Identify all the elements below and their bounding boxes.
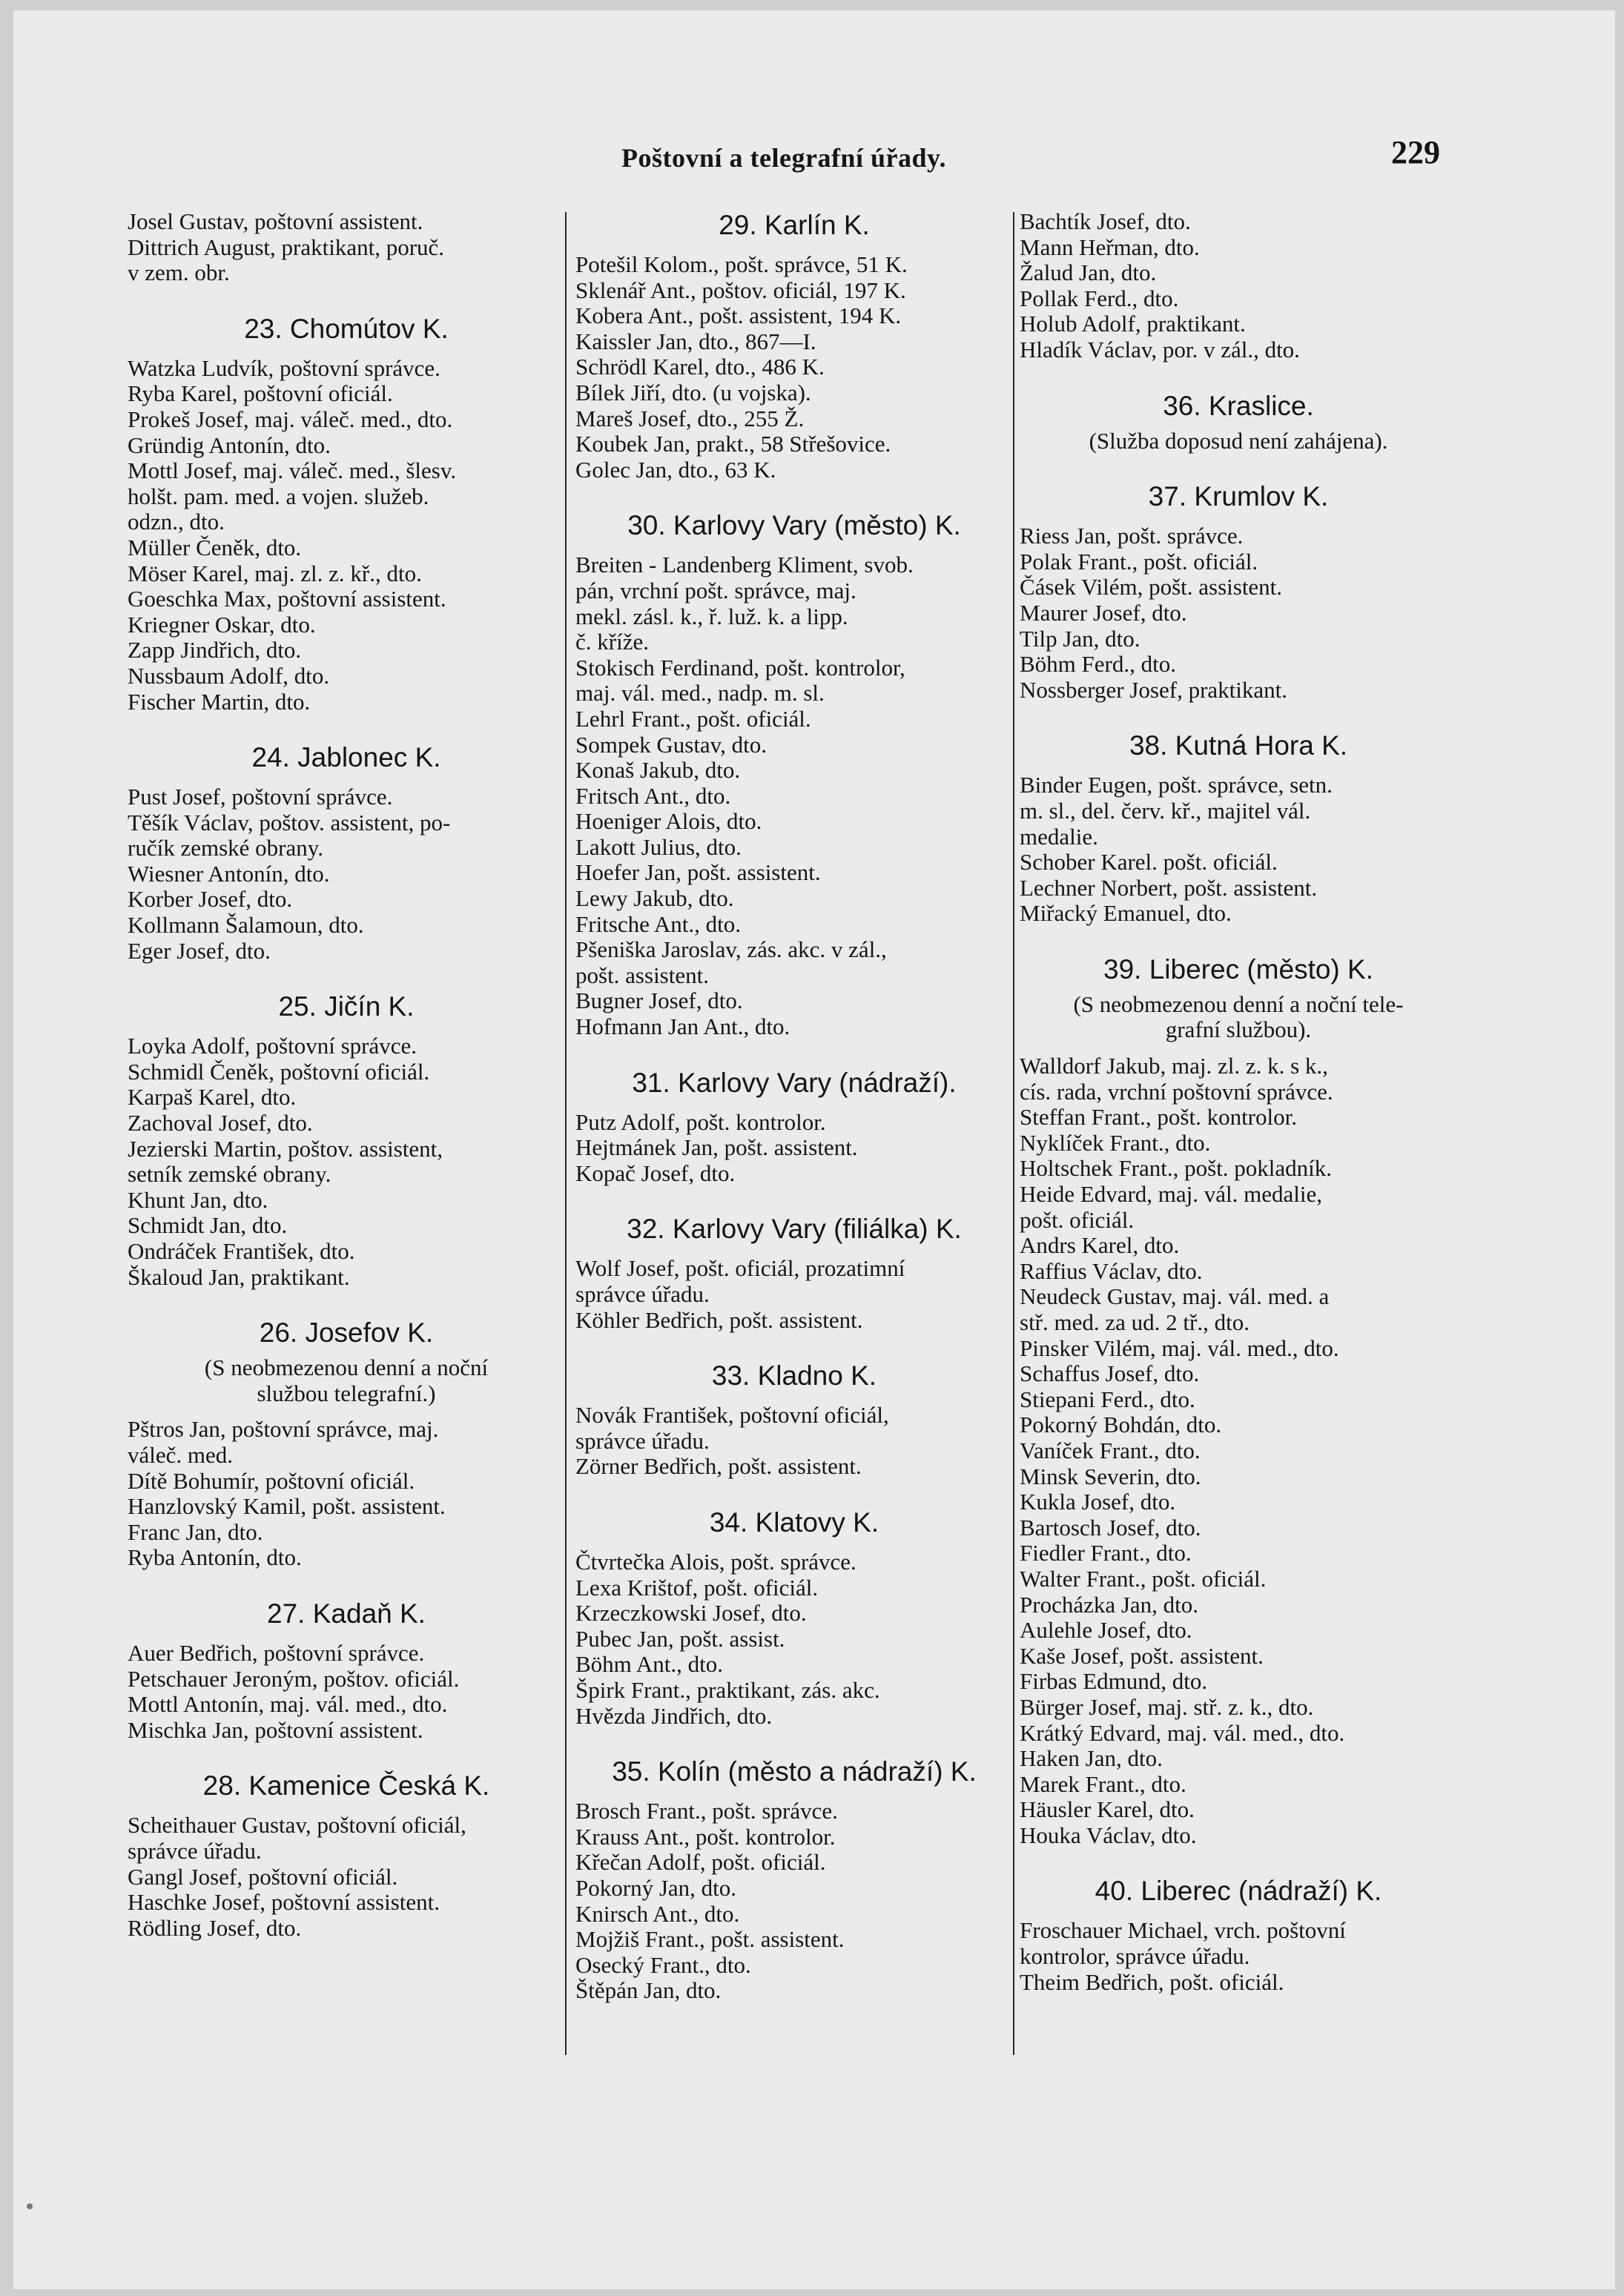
staff-entry: Hanzlovský Kamil, pošt. assistent. xyxy=(128,1493,446,1520)
staff-entry: Walter Frant., pošt. oficiál. xyxy=(1020,1565,1267,1592)
staff-entry: Křečan Adolf, pošt. oficiál. xyxy=(575,1849,826,1876)
office-heading: 25. Jičín K. xyxy=(278,991,415,1022)
staff-entry: Pšeniška Jaroslav, zás. akc. v zál., xyxy=(575,936,887,963)
staff-entry: Hofmann Jan Ant., dto. xyxy=(575,1013,790,1040)
staff-entry: Raffius Václav, dto. xyxy=(1020,1257,1203,1284)
staff-entry: Těšík Václav, poštov. assistent, po- xyxy=(128,809,451,836)
staff-entry: Hoefer Jan, pošt. assistent. xyxy=(575,859,821,886)
office-heading: 26. Josefov K. xyxy=(259,1317,434,1349)
staff-entry: Petschauer Jeroným, poštov. oficiál. xyxy=(128,1665,460,1692)
office-section xyxy=(575,1213,1013,1333)
staff-entry: Hvězda Jindřich, dto. xyxy=(575,1702,773,1729)
office-section xyxy=(1020,209,1457,363)
staff-entry: Kollmann Šalamoun, dto. xyxy=(128,912,364,939)
staff-entry: Bartosch Josef, dto. xyxy=(1020,1514,1201,1541)
office-heading: 32. Karlovy Vary (filiálka) K. xyxy=(627,1214,962,1245)
staff-entry: Bílek Jiří, dto. (u vojska). xyxy=(575,379,811,406)
staff-entry: Gründig Antonín, dto. xyxy=(128,431,331,458)
office-heading: 37. Krumlov K. xyxy=(1148,481,1329,512)
office-section xyxy=(575,1360,1013,1480)
staff-entry: Mareš Josef, dto., 255 Ž. xyxy=(575,405,805,431)
staff-entry: cís. rada, vrchní poštovní správce. xyxy=(1020,1078,1333,1105)
staff-entry: medalie. xyxy=(1020,823,1098,850)
office-section xyxy=(128,209,565,286)
staff-entry: Zörner Bedřich, pošt. assistent. xyxy=(575,1453,862,1480)
staff-entry: mekl. zásl. k., ř. luž. k. a lipp. xyxy=(575,603,848,629)
staff-entry: Kukla Josef, dto. xyxy=(1020,1489,1176,1515)
staff-entry: Hejtmánek Jan, pošt. assistent. xyxy=(575,1134,858,1161)
staff-entry: Kopač Josef, dto. xyxy=(575,1159,736,1186)
staff-entry: Zapp Jindřich, dto. xyxy=(128,637,302,664)
office-heading: 34. Klatovy K. xyxy=(709,1506,879,1538)
office-section xyxy=(128,741,565,964)
staff-entry: Konaš Jakub, dto. xyxy=(575,757,741,784)
staff-entry: Holub Adolf, praktikant. xyxy=(1020,311,1246,337)
staff-entry: kontrolor, správce úřadu. xyxy=(1020,1943,1250,1970)
office-heading: 39. Liberec (město) K. xyxy=(1103,953,1373,985)
staff-entry: Haken Jan, dto. xyxy=(1020,1745,1163,1772)
staff-entry: Štěpán Jan, dto. xyxy=(575,1977,722,2004)
staff-entry: Watzka Ludvík, poštovní správce. xyxy=(128,354,440,381)
staff-entry: Ryba Karel, poštovní oficiál. xyxy=(128,380,393,407)
staff-entry: Karpaš Karel, dto. xyxy=(128,1084,297,1111)
staff-entry: Schrödl Karel, dto., 486 K. xyxy=(575,354,825,380)
staff-entry: Brosch Frant., pošt. správce. xyxy=(575,1798,838,1824)
staff-entry: pošt. oficiál. xyxy=(1020,1206,1135,1233)
staff-entry: Auer Bedřich, poštovní správce. xyxy=(128,1639,425,1666)
staff-entry: Maurer Josef, dto. xyxy=(1020,599,1187,626)
column-2 xyxy=(575,209,1013,2004)
staff-entry: Eger Josef, dto. xyxy=(128,937,271,964)
staff-entry: Froschauer Michael, vrch. poštovní xyxy=(1020,1917,1346,1944)
staff-entry: Kobera Ant., pošt. assistent, 194 K. xyxy=(575,302,902,329)
office-section xyxy=(128,1317,565,1571)
staff-entry: Wiesner Antonín, dto. xyxy=(128,860,330,887)
staff-entry: Schober Karel. pošt. oficiál. xyxy=(1020,849,1278,876)
staff-entry: Aulehle Josef, dto. xyxy=(1020,1617,1192,1644)
staff-entry: maj. vál. med., nadp. m. sl. xyxy=(575,680,825,707)
staff-entry: Fritsche Ant., dto. xyxy=(575,910,742,937)
staff-entry: Fritsch Ant., dto. xyxy=(575,782,731,809)
staff-entry: stř. med. za ud. 2 tř., dto. xyxy=(1020,1309,1250,1335)
staff-entry: Rödling Josef, dto. xyxy=(128,1914,302,1941)
staff-entry: Loyka Adolf, poštovní správce. xyxy=(128,1033,417,1059)
staff-entry: Golec Jan, dto., 63 K. xyxy=(575,456,776,483)
office-section xyxy=(575,1756,1013,2004)
office-section xyxy=(575,509,1013,1039)
staff-entry: Minsk Severin, dto. xyxy=(1020,1463,1201,1489)
office-heading: 29. Karlín K. xyxy=(719,210,870,240)
staff-entry: Steffan Frant., pošt. kontrolor. xyxy=(1020,1104,1297,1131)
staff-entry: Hoeniger Alois, dto. xyxy=(575,808,762,835)
staff-entry: Lakott Julius, dto. xyxy=(575,833,742,860)
staff-entry: Pubec Jan, pošt. assist. xyxy=(575,1625,785,1652)
column-3 xyxy=(1020,209,1457,1995)
staff-entry: Zachoval Josef, dto. xyxy=(128,1110,313,1137)
staff-entry: Koubek Jan, prakt., 58 Střešovice. xyxy=(575,431,891,457)
staff-entry: Nossberger Josef, praktikant. xyxy=(1020,676,1288,703)
office-note: (Služba doposud není zahájena). xyxy=(1089,427,1388,454)
office-section xyxy=(128,1598,565,1743)
staff-entry: Krzeczkowski Josef, dto. xyxy=(575,1600,807,1627)
staff-entry: Lexa Krištof, pošt. oficiál. xyxy=(575,1574,819,1601)
staff-entry: m. sl., del. červ. kř., majitel vál. xyxy=(1020,797,1311,824)
staff-entry: Fiedler Frant., dto. xyxy=(1020,1540,1192,1566)
office-heading: 23. Chomútov K. xyxy=(244,313,449,344)
staff-entry: pošt. assistent. xyxy=(575,962,709,988)
staff-entry: Köhler Bedřich, pošt. assistent. xyxy=(575,1306,863,1333)
staff-entry: Pinsker Vilém, maj. vál. med., dto. xyxy=(1020,1334,1339,1361)
staff-entry: Osecký Frant., dto. xyxy=(575,1951,751,1978)
staff-entry: v zem. obr. xyxy=(128,259,230,286)
staff-entry: Lechner Norbert, pošt. assistent. xyxy=(1020,874,1318,901)
office-section xyxy=(575,209,1013,483)
staff-entry: Theim Bedřich, pošt. oficiál. xyxy=(1020,1968,1284,1995)
staff-entry: Neudeck Gustav, maj. vál. med. a xyxy=(1020,1283,1330,1310)
staff-entry: Heide Edvard, maj. vál. medalie, xyxy=(1020,1181,1323,1208)
staff-entry: Korber Josef, dto. xyxy=(128,886,293,913)
staff-entry: správce úřadu. xyxy=(128,1837,262,1864)
staff-entry: Čtvrtečka Alois, pošt. správce. xyxy=(575,1548,856,1575)
staff-entry: Pust Josef, poštovní správce. xyxy=(128,784,393,810)
staff-entry: Wolf Josef, pošt. oficiál, prozatimní xyxy=(575,1255,905,1282)
column-1 xyxy=(128,209,565,1941)
office-heading: 38. Kutná Hora K. xyxy=(1129,730,1348,761)
staff-entry: Schmidt Jan, dto. xyxy=(128,1212,288,1239)
staff-entry: Mottl Antonín, maj. vál. med., dto. xyxy=(128,1691,448,1718)
staff-entry: Häusler Karel, dto. xyxy=(1020,1796,1195,1823)
staff-entry: Pokorný Bohdán, dto. xyxy=(1020,1412,1222,1438)
staff-entry: Stokisch Ferdinand, pošt. kontrolor, xyxy=(575,654,905,681)
running-title: Poštovní a telegrafní úřady. xyxy=(621,143,946,173)
staff-entry: Breiten - Landenberg Kliment, svob. xyxy=(575,552,914,578)
staff-entry: Bachtík Josef, dto. xyxy=(1020,208,1191,234)
staff-entry: Potešil Kolom., pošt. správce, 51 K. xyxy=(575,251,908,277)
staff-entry: Khunt Jan, dto. xyxy=(128,1186,268,1213)
paper-speck xyxy=(27,2203,33,2209)
staff-entry: Vaníček Frant., dto. xyxy=(1020,1437,1201,1463)
page-number: 229 xyxy=(1391,134,1440,171)
staff-entry: Fischer Martin, dto. xyxy=(128,688,311,715)
staff-entry: Walldorf Jakub, maj. zl. z. k. s k., xyxy=(1020,1053,1328,1079)
staff-entry: Čásek Vilém, pošt. assistent. xyxy=(1020,574,1283,601)
staff-entry: Riess Jan, pošt. správce. xyxy=(1020,523,1244,549)
staff-entry: Mischka Jan, poštovní assistent. xyxy=(128,1716,423,1743)
staff-entry: Nyklíček Frant., dto. xyxy=(1020,1129,1211,1156)
staff-entry: Scheithauer Gustav, poštovní oficiál, xyxy=(128,1812,466,1839)
staff-entry: Stiepani Ferd., dto. xyxy=(1020,1386,1195,1412)
staff-entry: Mojžiš Frant., pošt. assistent. xyxy=(575,1926,845,1953)
office-section xyxy=(1020,480,1457,703)
staff-entry: Prokeš Josef, maj. váleč. med., dto. xyxy=(128,406,453,432)
office-heading: 40. Liberec (nádraží) K. xyxy=(1095,1876,1382,1907)
staff-entry: Marek Frant., dto. xyxy=(1020,1770,1186,1797)
staff-entry: Novák František, poštovní oficiál, xyxy=(575,1402,889,1429)
office-heading: 27. Kadaň K. xyxy=(267,1598,426,1629)
office-note: (S neobmezenou denní a noční službou telegrafní.) xyxy=(204,1354,489,1406)
staff-entry: Binder Eugen, pošt. správce, setn. xyxy=(1020,772,1333,798)
office-section xyxy=(575,1506,1013,1729)
staff-entry: Firbas Edmund, dto. xyxy=(1020,1668,1208,1695)
staff-entry: Knirsch Ant., dto. xyxy=(575,1900,740,1927)
staff-entry: Miřacký Emanuel, dto. xyxy=(1020,900,1232,927)
staff-entry: Dítě Bohumír, poštovní oficiál. xyxy=(128,1467,415,1494)
staff-entry: Ryba Antonín, dto. xyxy=(128,1544,302,1571)
staff-entry: Böhm Ferd., dto. xyxy=(1020,651,1176,678)
office-note: (S neobmezenou denní a noční tele- grafní službou). xyxy=(1073,990,1404,1043)
staff-entry: Krátký Edvard, maj. vál. med., dto. xyxy=(1020,1719,1345,1746)
staff-entry: Goeschka Max, poštovní assistent. xyxy=(128,586,446,612)
staff-entry: Kaissler Jan, dto., 867—I. xyxy=(575,328,816,354)
office-section xyxy=(1020,1875,1457,1995)
staff-entry: Möser Karel, maj. zl. z. kř., dto. xyxy=(128,560,422,586)
staff-entry: Ondráček František, dto. xyxy=(128,1238,355,1264)
staff-entry: správce úřadu. xyxy=(575,1281,710,1307)
staff-entry: Procházka Jan, dto. xyxy=(1020,1591,1199,1618)
staff-entry: Škaloud Jan, praktikant. xyxy=(128,1263,350,1290)
office-heading: 33. Kladno K. xyxy=(711,1360,877,1392)
staff-entry: Holtschek Frant., pošt. pokladník. xyxy=(1020,1155,1333,1182)
staff-entry: Špirk Frant., praktikant, zás. akc. xyxy=(575,1676,880,1703)
staff-entry: Lewy Jakub, dto. xyxy=(575,885,734,912)
staff-entry: Lehrl Frant., pošt. oficiál. xyxy=(575,705,811,732)
staff-entry: váleč. med. xyxy=(128,1441,234,1468)
staff-entry: Gangl Josef, poštovní oficiál. xyxy=(128,1863,398,1890)
staff-entry: Kaše Josef, pošt. assistent. xyxy=(1020,1642,1264,1669)
staff-entry: pán, vrchní pošt. správce, maj. xyxy=(575,577,856,603)
staff-entry: Bürger Josef, maj. stř. z. k., dto. xyxy=(1020,1693,1314,1720)
office-section xyxy=(1020,390,1457,454)
staff-entry: Nussbaum Adolf, dto. xyxy=(128,662,330,689)
staff-entry: Tilp Jan, dto. xyxy=(1020,625,1141,652)
staff-entry: Kriegner Oskar, dto. xyxy=(128,611,316,638)
office-section xyxy=(128,990,565,1290)
office-section xyxy=(575,1067,1013,1187)
office-heading: 30. Karlovy Vary (město) K. xyxy=(627,510,961,541)
office-section xyxy=(1020,730,1457,927)
staff-entry: Žalud Jan, dto. xyxy=(1020,259,1157,286)
office-heading: 24. Jablonec K. xyxy=(251,742,441,773)
staff-entry: Schaffus Josef, dto. xyxy=(1020,1360,1200,1387)
staff-entry: Josel Gustav, poštovní assistent. xyxy=(128,208,423,234)
staff-entry: Schmidl Čeněk, poštovní oficiál. xyxy=(128,1058,430,1085)
office-heading: 35. Kolín (město a nádraží) K. xyxy=(612,1756,977,1787)
staff-entry: Bugner Josef, dto. xyxy=(575,987,743,1014)
staff-entry: správce úřadu. xyxy=(575,1427,710,1454)
staff-entry: Franc Jan, dto. xyxy=(128,1518,263,1545)
office-section xyxy=(128,313,565,715)
staff-entry: Müller Čeněk, dto. xyxy=(128,534,302,560)
staff-entry: Putz Adolf, pošt. kontrolor. xyxy=(575,1108,826,1135)
office-section xyxy=(1020,953,1457,1849)
staff-entry: Andrs Karel, dto. xyxy=(1020,1232,1180,1259)
staff-entry: Krauss Ant., pošt. kontrolor. xyxy=(575,1823,836,1850)
staff-entry: Houka Václav, dto. xyxy=(1020,1822,1197,1848)
staff-entry: Pštros Jan, poštovní správce, maj. xyxy=(128,1416,439,1443)
staff-entry: holšt. pam. med. a vojen. služeb. xyxy=(128,483,429,509)
staff-entry: Mann Heřman, dto. xyxy=(1020,234,1200,260)
staff-entry: Sompek Gustav, dto. xyxy=(575,731,768,758)
staff-entry: Böhm Ant., dto. xyxy=(575,1651,723,1678)
staff-entry: setník zemské obrany. xyxy=(128,1161,331,1188)
office-section xyxy=(128,1770,565,1941)
staff-entry: Hladík Václav, por. v zál., dto. xyxy=(1020,336,1300,363)
staff-entry: Dittrich August, praktikant, poruč. xyxy=(128,234,445,260)
staff-entry: Haschke Josef, poštovní assistent. xyxy=(128,1889,440,1916)
staff-entry: odzn., dto. xyxy=(128,509,225,535)
office-heading: 36. Kraslice. xyxy=(1163,390,1314,421)
staff-entry: ručík zemské obrany. xyxy=(128,835,323,861)
column-rule xyxy=(1013,212,1014,2055)
staff-entry: Mottl Josef, maj. váleč. med., šlesv. xyxy=(128,457,457,484)
staff-entry: Polak Frant., pošt. oficiál. xyxy=(1020,548,1258,575)
staff-entry: Jezierski Martin, poštov. assistent, xyxy=(128,1135,443,1162)
column-rule xyxy=(565,212,567,2055)
staff-entry: Sklenář Ant., poštov. oficiál, 197 K. xyxy=(575,277,906,303)
office-heading: 28. Kamenice Česká K. xyxy=(202,1770,490,1802)
staff-entry: Pokorný Jan, dto. xyxy=(575,1874,736,1901)
office-heading: 31. Karlovy Vary (nádraží). xyxy=(632,1067,957,1098)
staff-entry: Pollak Ferd., dto. xyxy=(1020,285,1179,311)
staff-entry: č. kříže. xyxy=(575,629,649,655)
